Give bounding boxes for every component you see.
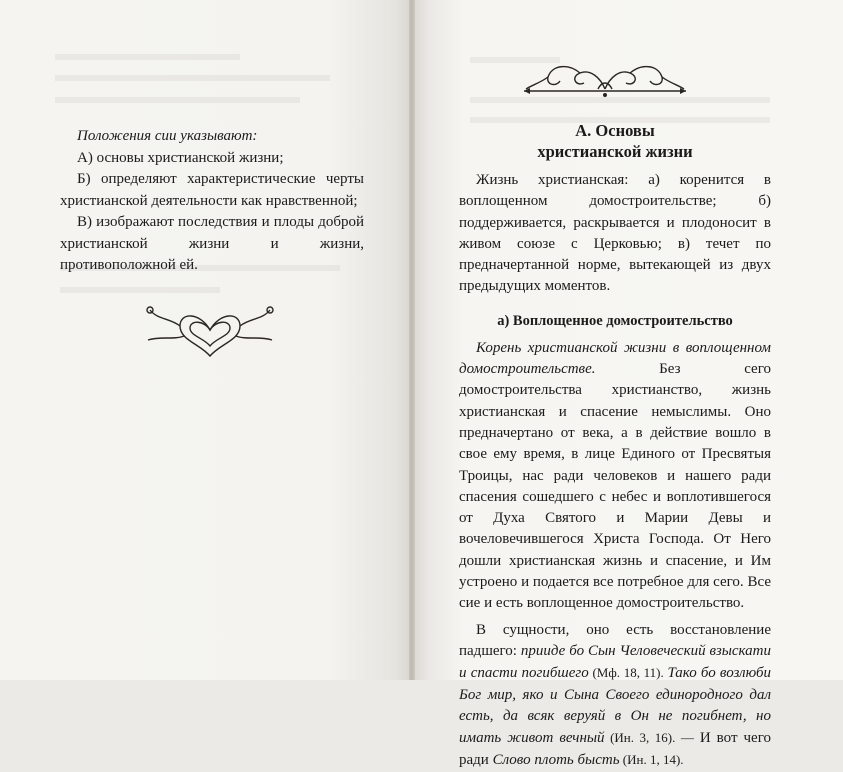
list-item: В) изображают последствия и плоды доброй христианской жизни и жизни, противоположной ей.: [60, 214, 364, 273]
section-heading-line1: А. Основы: [575, 121, 655, 140]
scripture-quote: прииде бо Сын Человеческий взыскати и спасти погибшего: [459, 642, 771, 682]
list-intro: Положения сии указывают:: [77, 128, 258, 144]
scripture-quote: Слово плоть бысть: [492, 752, 620, 769]
top-flourish-ornament: [520, 55, 690, 103]
body-paragraph-2: [459, 620, 771, 772]
paragraph-text: Без сего домостроительства христианство, жизнь христианская и спасение немыслимы. Оно предначертано от века, а в действие вошло в свое ему время, в лице Единого от Пресвятыя Троицы, нас ради человеков и нашего ради спасения сошедшего с небес и воплотившегося от Духа Святого и Марии Девы и вочеловечившегося Христа Господа. От Него дошли христианская жизнь и спасение, и Им устроено и подается все потребное для сего. Все сие и есть воплощенное домостроительство.: [459, 361, 771, 612]
scripture-reference: (Ин. 3, 16). —: [604, 730, 694, 746]
paragraph-text: В сущности, оно есть восстановление падшего:: [459, 621, 771, 659]
list-item: Б) определяют характеристические черты христианской деятельности как нравственной;: [60, 171, 364, 209]
scripture-reference: (Ин. 1, 14).: [619, 752, 684, 768]
paragraph-text: И вот чего ради: [459, 730, 771, 769]
intro-paragraph: Жизнь христианская: а) коренится в воплощенном домостроительстве; б) поддерживается, раскрывается и плодоносит в живом союзе с Церковью; в) течет по предначертанной норме, вытекающей из двух предыдущих моментов.: [459, 172, 771, 295]
italic-lead: Корень христианской жизни в воплощенном домостроительстве.: [459, 339, 771, 378]
scripture-reference: (Мф. 18, 11).: [588, 665, 668, 681]
heart-flourish-ornament: [140, 300, 280, 360]
scripture-quote: Тако бо возлюби Бог мир, яко и Сына Своего единородного дал есть, да всяк веруяй в Он не погибнет, но имать живот вечный: [459, 665, 771, 747]
section-heading: [459, 120, 771, 162]
left-page-text: [60, 126, 364, 277]
list-item: А) основы христианской жизни;: [77, 149, 284, 166]
subsection-heading: а) Воплощенное домостроительство: [497, 312, 733, 329]
body-paragraph-1: [459, 338, 771, 615]
section-heading-line2: христианской жизни: [537, 142, 693, 161]
right-page-text: [459, 120, 771, 772]
